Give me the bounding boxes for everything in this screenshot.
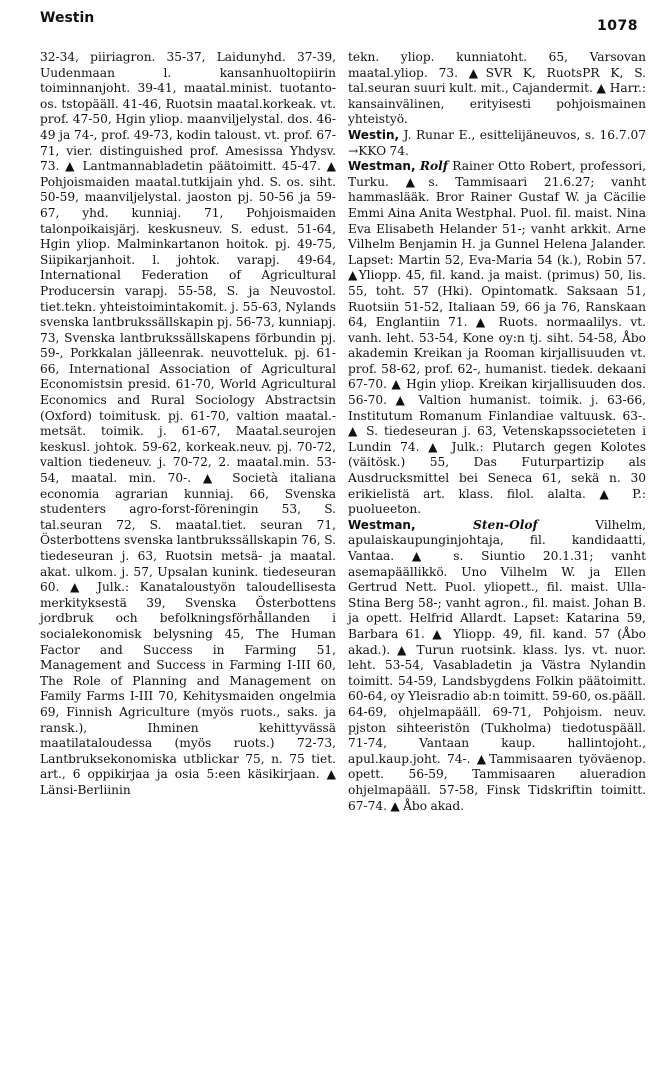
entry-surname: Westman, [348, 159, 416, 174]
entry-surname: Westman, [348, 517, 416, 532]
biography-entry [348, 128, 646, 159]
entry-text: E., esittelijäneuvos, s. 16.7.07 →KKO 74. [348, 127, 647, 158]
page-number: 1078 [597, 18, 638, 34]
entry-given-name: Sten-Olof [473, 517, 538, 532]
entry-continuation-text: 32-34, piiriagron. 35-37, Laidunyhd. 37-39, Uudenmaan l. kansanhuoltopiirin toiminnanjoht. 39-41, maatal.minist. tuotanto-os. tstopääll. 41-46, Ruotsin maatal.korkeak. vt. prof. 47-50, Hgin yliop. maanviljelystal. dos. 46-49 ja 74-, prof. 49-73, kodin taloust. vt. prof. 67-71, vier. distinguished prof. Amesissa Yhdysv. 73. ▲ Lantmannabladetin päätoimitt. 45-47. ▲ Pohjoismaiden maatal.tutkijain yhd. S. os. siht. 50-59, maanviljelystal. jaoston pj. 50-56 ja 59-67, yhd. kunniaj. 71, Pohjoismaiden talonpoikaisjärj. keskusneuv. S. edust. 51-64, Hgin yliop. Malminkartanon hoitok. pj. 49-75, Siipikarjanhoit. l. johtok. varapj. 49-64, International Federation of Agricultural Producersin varapj. 55-58, S. ja Neuvostol. tiet.tekn. yhteistoimintakomit. j. 55-63, Nylands svenska lantbrukssällskapin pj. 56-73, kunniapj. 73, Svenska lantbrukssällskapens förbundin pj. 59-, Porkkalan jälleenrak. neuvotteluk. pj. 61-66, International Association of Agricultural Economistsin presid. 61-70, World Agricultural Economics and Rural Sociology Abstractsin (Oxford) toimitusk. pj. 61-70, valtion maatal.-metsät. toimik. j. 61-67, Maatal.seurojen keskusl. johtok. 59-62, korkeak.neuv. pj. 70-72, valtion tiedeneuv. j. 70-72, 2. maatal.min. 53-54, maatal. min. 70-. ▲ Società italiana economia agrarian kunniaj. 66, Svenska studenters agro-forst-föreningin 53, S. tal.seuran 72, S. maatal.tiet. seuran 71, Österbottens svenska lantbrukssällskapin 76, S. tiedeseuran j. 63, Ruotsin metsä- ja maatal. akat. ulkom. j. 57, Upsalan kunink. tiedeseuran 60. ▲ Julk.: Kanataloustyön taloudellisesta merkityksestä 39, Svenska Österbottens jordbruk och befolkningsförhållanden i socialekonomisk belysning 45, The Human Factor and Success in Farming 51, Management and Success in Farming I-III 60, The Role of Planning and Management on Family Farms I-III 70, Kehitysmaiden ongelmia 69, Finnish Agriculture (myös ruots., saks. ja ransk.), Ihminen kehittyvässä maatilataloudessa (myös ruots.) 72-73, Lantbruksekonomiska utblickar 75, n. 75 tiet. art., 6 oppikirjaa ja osia 5:een käsikirjaan. ▲ Länsi-Berliinin [40, 50, 336, 797]
entry-given-name: Rolf [419, 159, 448, 174]
entry-given-name: J. Runar [403, 127, 454, 142]
entry-continuation-text: tekn. yliop. kunniatoht. 65, Varsovan maatal.yliop. 73. ▲SVR K, RuotsPR K, S. tal.seuran suuri kult. mit., Cajandermit. ▲ Harr.: kansainvälinen, erityisesti pohjoismainen yhteistyö. [348, 50, 646, 127]
left-column [40, 50, 336, 799]
running-head: Westin [40, 10, 95, 26]
entry-text: Vilhelm, apulaiskaupunginjohtaja, fil. kandidaatti, Vantaa. ▲ s. Siuntio 20.1.31; vanht asemapäällikkö. Uno Vilhelm W. ja Ellen Gertrud Nett. Puol. yliopett., fil. maist. Ulla-Stina Berg 58-; vanht agron., fil. maist. Johan B. ja opett. Helfrid Allardt. Lapset: Katarina 59, Barbara 61. ▲ Yliopp. 49, fil. kand. 57 (Åbo akad.). ▲ Turun ruotsink. klass. lys. vt. nuor. leht. 53-54, Vasabladetin ja Västra Nylandin toimitt. 54-59, Landsbygdens Folkin päätoimitt. 60-64, oy Yleisradio ab:n toimitt. 59-60, os.pääll. 64-69, ohjelmapääll. 69-71, Pohjoism. neuv. pjston sihteeristön (Tukholma) tiedotuspääll. 71-74, Vantaan kaup. hallintojoht., apul.kaup.joht. 74-. ▲Tammisaaren työväenop. opett. 56-59, Tammisaaren alueradion ohjelmapääll. 57-58, Finsk Tidskriftin toimitt. 67-74. ▲ Åbo akad. [348, 517, 647, 813]
entry-text: Rainer Otto Robert, professori, Turku. ▲s. Tammisaari 21.6.27; vanht hammaslääk. Bror Rainer Gustaf W. ja Cäcilie Emmi Aina Anita Westphal. Puol. fil. maist. Nina Eva Elisabeth Helander 51-; vanht arkkit. Arne Vilhelm Benjamin H. ja Gunnel Helena Jalander. Lapset: Martin 52, Eva-Maria 54 (k.), Robin 57. ▲Yliopp. 45, fil. kand. ja maist. (primus) 50, lis. 55, toht. 57 (Hki). Opintomatk. Saksaan 51, Ruotsiin 51-52, Italiaan 59, 66 ja 76, Ranskaan 64, Englantiin 71. ▲ Ruots. normaalilys. vt. vanh. leht. 53-54, Kone oy:n tj. siht. 54-58, Åbo akademin Kreikan ja Rooman kirjallisuuden vt. prof. 58-62, prof. 62-, humanist. tiedek. dekaani 67-70. ▲ Hgin yliop. Kreikan kirjallisuuden dos. 56-70. ▲ Valtion humanist. toimik. j. 63-66, Institutum Romanum Finlandiae valtuusk. 63-. ▲ S. tiedeseuran j. 63, Vetenskapssocieteten i Lundin 74. ▲ Julk.: Plutarch gegen Kolotes (väitösk.) 55, Das Futurpartizip als Ausdrucksmittel bei Seneca 61, sekä n. 30 erikielistä art. klass. filol. alalta. ▲ P.: puolueeton. [348, 159, 647, 517]
right-column [348, 50, 646, 814]
biography-entry [348, 518, 646, 814]
entry-surname: Westin, [348, 127, 400, 142]
biography-entry [348, 159, 646, 518]
